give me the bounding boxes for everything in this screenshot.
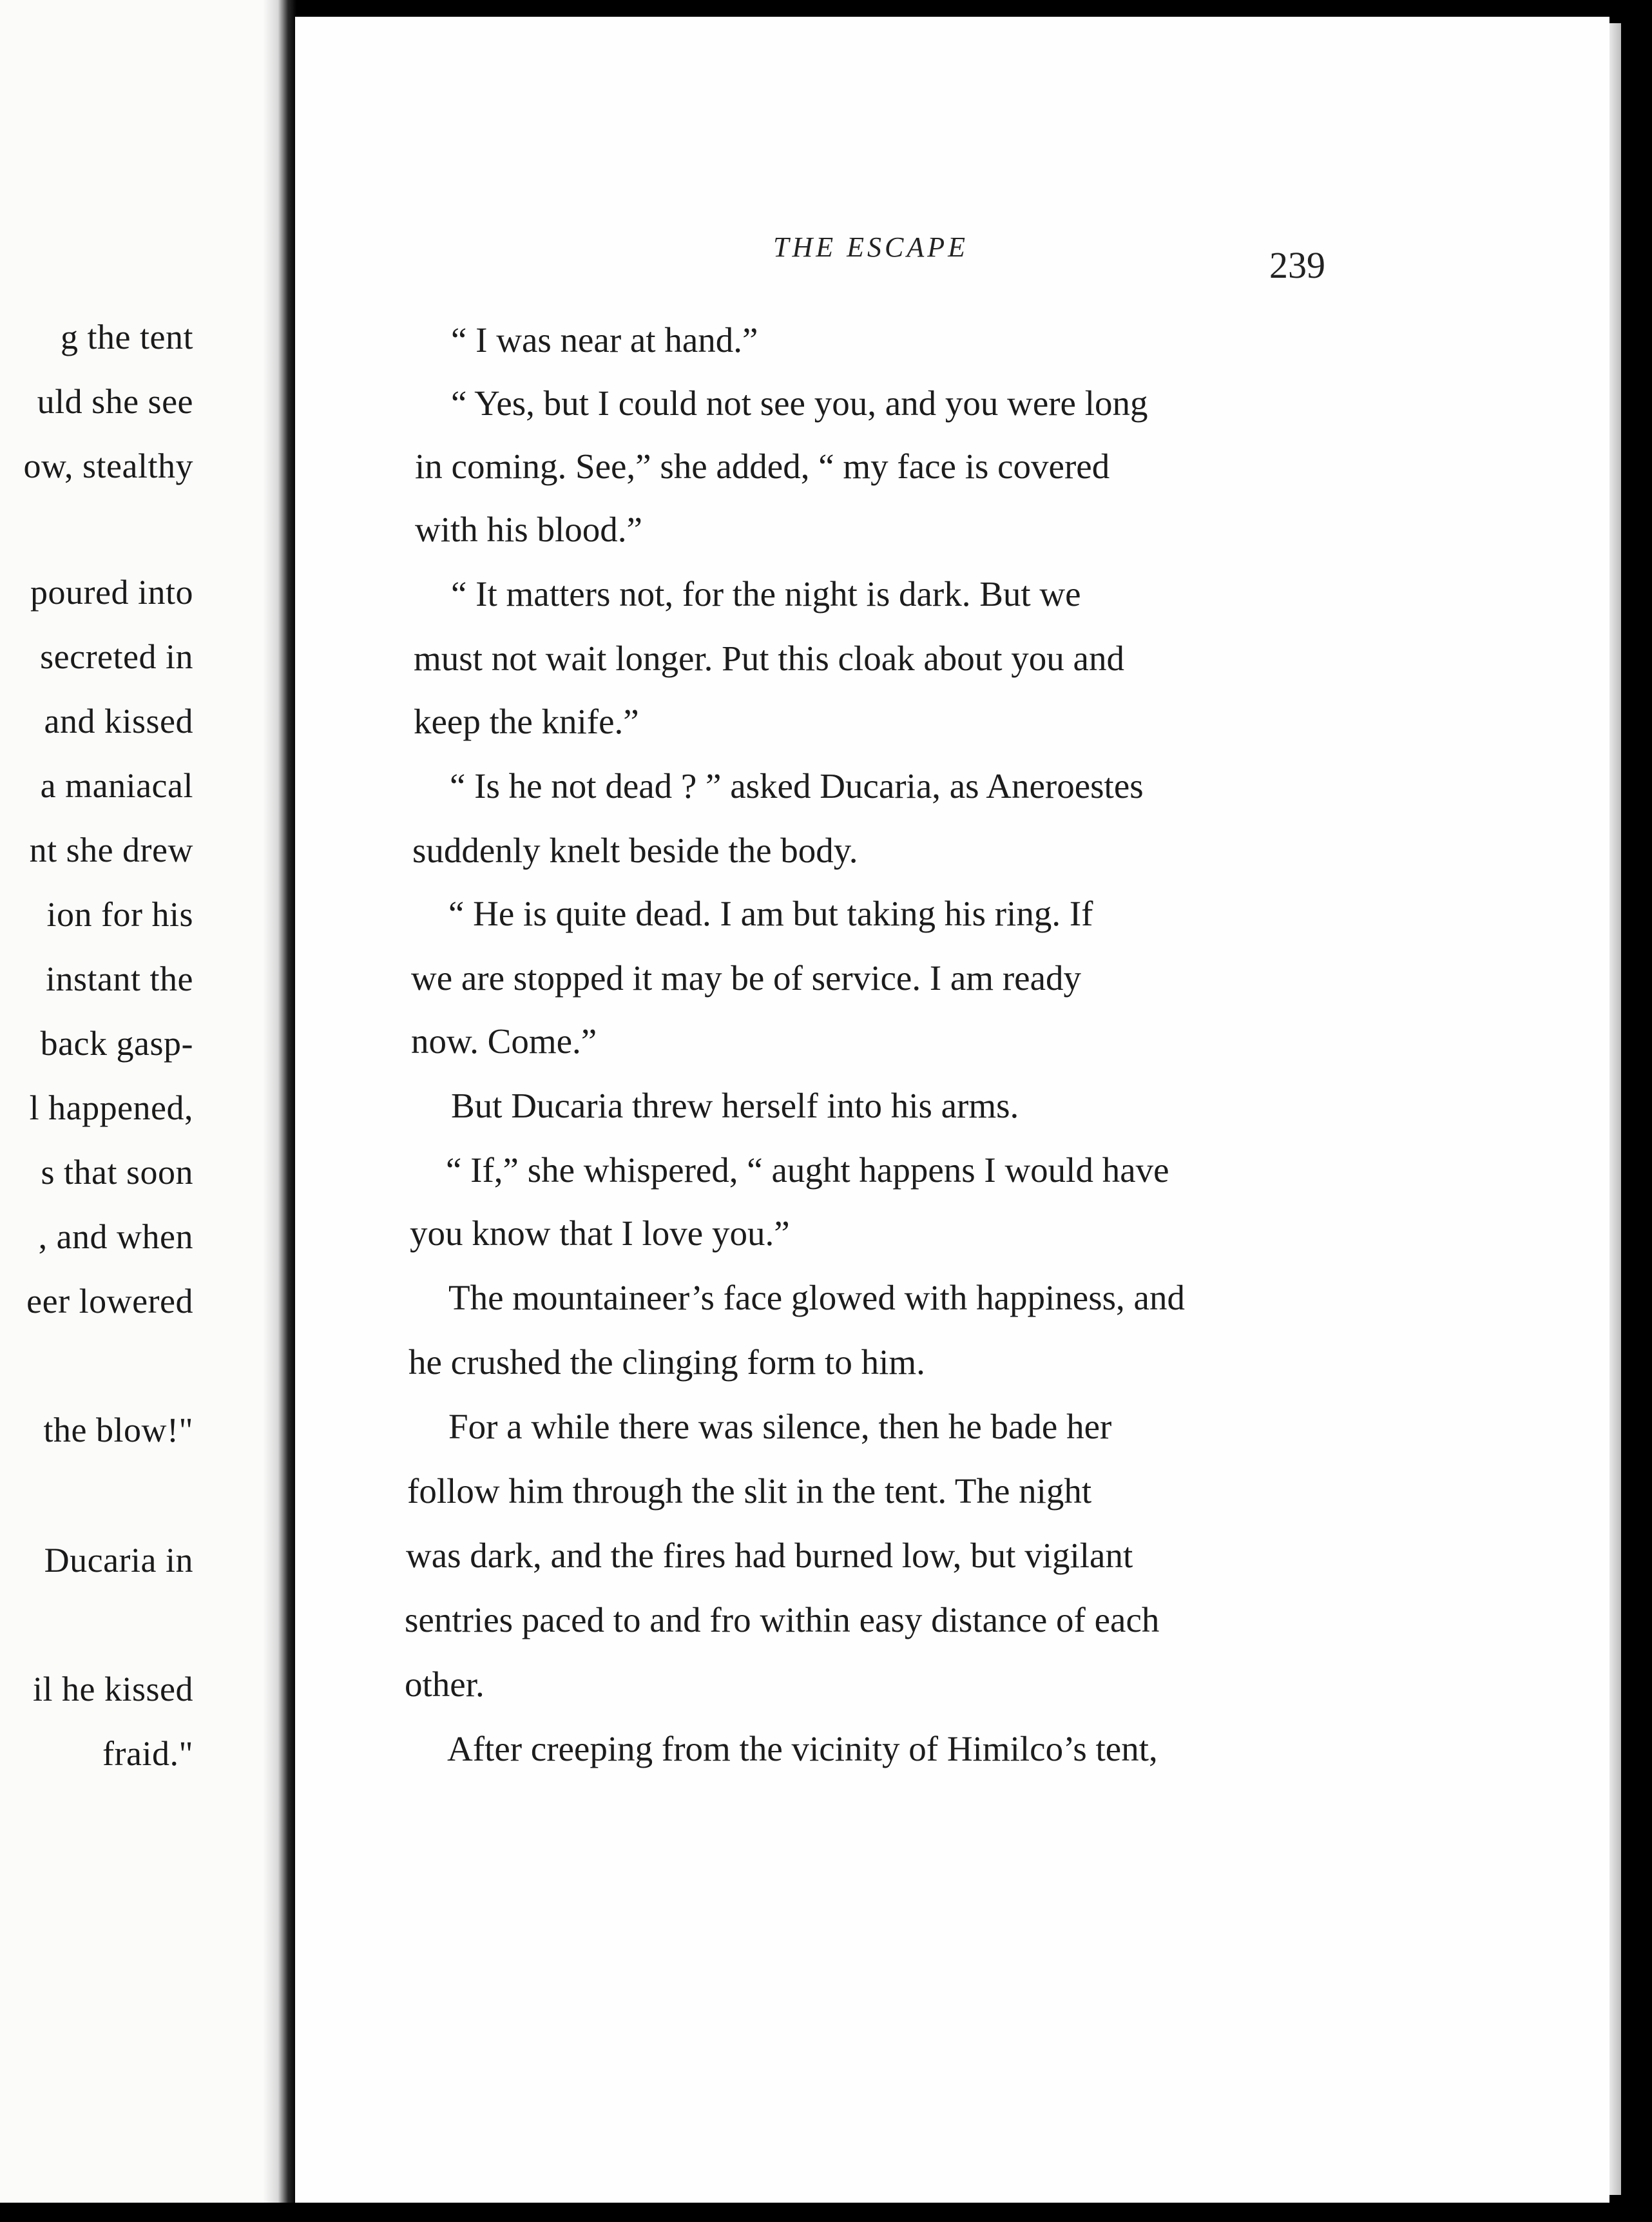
text-line: was dark, and the fires had burned low, but vigilant xyxy=(406,1536,1133,1575)
text-line: For a while there was silence, then he bade her xyxy=(448,1407,1112,1446)
text-line: “ It matters not, for the night is dark. But we xyxy=(451,574,1081,613)
text-line: suddenly knelt beside the body. xyxy=(412,831,858,870)
text-line: The mountaineer’s face glowed with happiness, and xyxy=(448,1278,1185,1317)
left-line: Ducaria in xyxy=(44,1541,193,1580)
left-line: secreted in xyxy=(40,637,193,676)
text-line: After creeping from the vicinity of Himilco’s tent, xyxy=(447,1729,1158,1768)
left-line: the blow!" xyxy=(43,1411,193,1449)
left-line: instant the xyxy=(46,960,193,998)
left-line: ow, stealthy xyxy=(23,447,193,485)
running-head: THE ESCAPE xyxy=(773,231,968,263)
left-line: g the tent xyxy=(61,318,193,356)
left-line: , and when xyxy=(38,1217,193,1256)
page-number: 239 xyxy=(1269,244,1325,286)
text-line: follow him through the slit in the tent. The night xyxy=(407,1471,1092,1511)
text-line: “ He is quite dead. I am but taking his ring. If xyxy=(448,894,1093,933)
text-line: But Ducaria threw herself into his arms. xyxy=(451,1086,1019,1125)
left-line: eer lowered xyxy=(26,1282,193,1320)
left-line: a maniacal xyxy=(40,766,193,805)
left-line: ion for his xyxy=(46,895,193,934)
text-line: “ Is he not dead ? ” asked Ducaria, as Aneroestes xyxy=(450,766,1144,806)
text-line: “ I was near at hand.” xyxy=(451,320,758,360)
text-line: other. xyxy=(405,1665,485,1704)
text-line: keep the knife.” xyxy=(414,702,639,741)
text-line: you know that I love you.” xyxy=(410,1213,790,1253)
text-line: “ Yes, but I could not see you, and you were long xyxy=(451,383,1148,423)
text-line: now. Come.” xyxy=(411,1021,597,1061)
left-line: il he kissed xyxy=(33,1670,193,1708)
left-line: fraid." xyxy=(102,1734,193,1773)
left-line: s that soon xyxy=(41,1153,193,1192)
left-line: uld she see xyxy=(37,382,193,421)
left-line: nt she drew xyxy=(29,831,193,869)
text-line: we are stopped it may be of service. I am ready xyxy=(411,958,1081,998)
text-line: he crushed the clinging form to him. xyxy=(408,1342,925,1382)
text-line: sentries paced to and fro within easy distance of each xyxy=(405,1600,1160,1639)
text-line: must not wait longer. Put this cloak about you and xyxy=(414,639,1124,678)
left-line: and kissed xyxy=(44,702,193,740)
left-line: back gasp- xyxy=(40,1024,193,1063)
left-line: poured into xyxy=(30,573,193,612)
left-line: l happened, xyxy=(29,1088,193,1127)
text-line: in coming. See,” she added, “ my face is covered xyxy=(415,447,1110,486)
text-line: with his blood.” xyxy=(415,510,642,549)
text-line: “ If,” she whispered, “ aught happens I would have xyxy=(446,1150,1169,1190)
